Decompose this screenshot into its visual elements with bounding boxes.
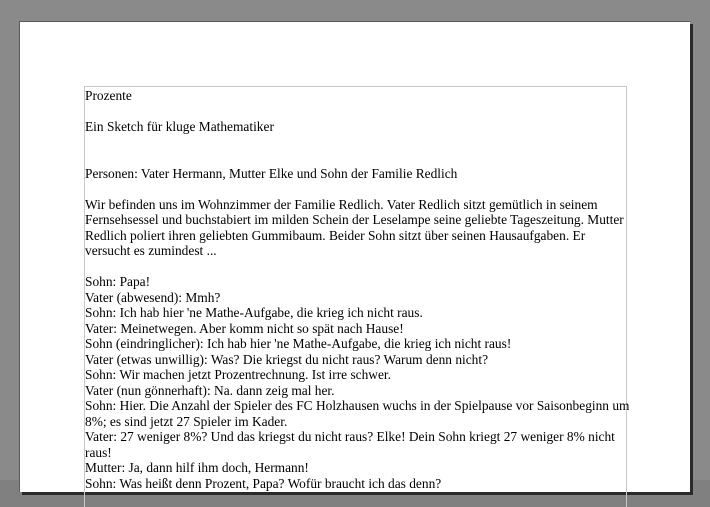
dialogue-line: Sohn: Wir machen jetzt Prozentrechnung. Ist irre schwer. — [85, 367, 391, 382]
document-subtitle: Ein Sketch für kluge Mathematiker — [85, 119, 274, 134]
dialogue-line: Mutter: Ja, dann hilf ihm doch, Hermann! — [85, 460, 309, 475]
dialogue-line: Sohn: Ich hab hier 'ne Mathe-Aufgabe, die krieg ich nicht raus. — [85, 305, 423, 320]
document-body[interactable] — [85, 88, 630, 491]
intro-paragraph: Wir befinden uns im Wohnzimmer der Familie Redlich. Vater Redlich sitzt gemütlich in seinem Fernsehsessel und buchstabiert im milden Schein der Leselampe seine geliebte Tageszeitung. Mutter Redlich poliert ihren geliebten Gummibaum. Beider Sohn sitzt über seinen Hausaufgaben. Er versucht es zumindest ... — [85, 196, 624, 258]
dialogue-line: Vater: Meinetwegen. Aber komm nicht so spät nach Hause! — [85, 320, 404, 336]
personen-line: Personen: Vater Hermann, Mutter Elke und Sohn der Familie Redlich — [85, 165, 458, 181]
text-frame — [84, 86, 630, 507]
dialogue-line: Sohn: Papa! — [85, 274, 151, 289]
dialogue-line: Vater: 27 weniger 8%? Und das kriegst du nicht raus? Elke! Dein Sohn kriegt 27 weniger 8% nicht raus! — [85, 429, 615, 460]
document-title: Prozente — [85, 88, 132, 103]
dialogue-line: Vater (nun gönnerhaft): Na. dann zeig mal her. — [85, 382, 335, 398]
dialogue-line: Sohn: Hier. Die Anzahl der Spieler des FC Holzhausen wuchs in der Spielpause vor Saisonbeginn um 8%; es sind jetzt 27 Spieler im Kader. — [85, 398, 630, 429]
dialogue-line: Vater (etwas unwillig): Was? Die kriegst du nicht raus? Warum denn nicht? — [85, 351, 489, 367]
dialogue-line: Sohn: Was heißt denn Prozent, Papa? Wofür braucht ich das denn? — [85, 475, 442, 491]
document-page — [19, 21, 690, 492]
dialogue-line: Vater (abwesend): Mmh? — [85, 289, 221, 305]
dialogue-line: Sohn (eindringlicher): Ich hab hier 'ne Mathe-Aufgabe, die krieg ich nicht raus! — [85, 336, 512, 351]
